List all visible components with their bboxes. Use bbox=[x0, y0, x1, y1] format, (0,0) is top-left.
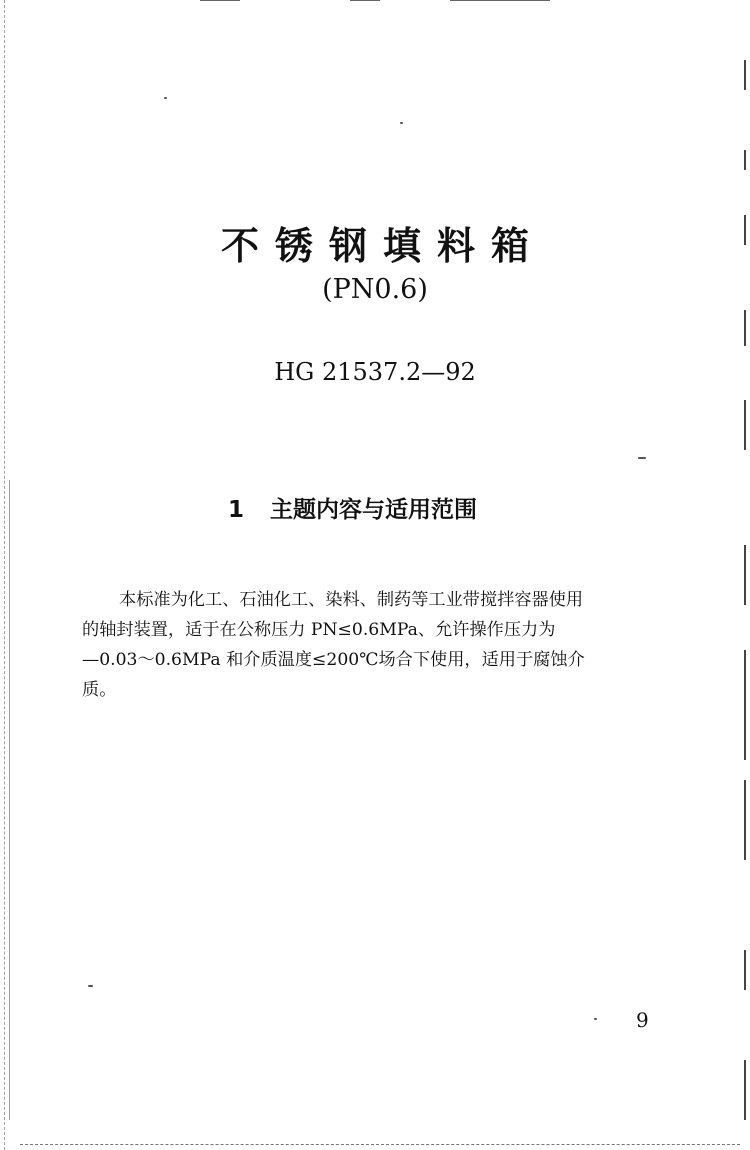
paragraph-line: 本标准为化工、石油化工、染料、制药等工业带搅拌容器使用 bbox=[119, 590, 584, 610]
scan-mark bbox=[744, 950, 746, 990]
scan-speck bbox=[594, 1018, 597, 1020]
section-paragraph bbox=[82, 585, 672, 705]
standard-code: HG 21537.2—92 bbox=[274, 358, 476, 386]
scan-mark bbox=[744, 1060, 746, 1120]
section-heading-text: 主题内容与适用范围 bbox=[270, 497, 477, 523]
document-subtitle: (PN0.6) bbox=[322, 274, 428, 305]
scan-edge-bottom bbox=[20, 1144, 740, 1146]
document-title: 不锈钢填料箱 bbox=[220, 224, 545, 268]
paragraph-line: 质。 bbox=[82, 680, 117, 700]
section-number: 1 bbox=[228, 497, 245, 523]
scan-speck bbox=[400, 122, 403, 124]
paragraph-line: —0.03～0.6MPa 和介质温度≤200℃场合下使用，适用于腐蚀介 bbox=[82, 650, 585, 670]
scan-mark bbox=[744, 650, 746, 760]
scan-mark bbox=[744, 310, 746, 346]
scan-mark bbox=[744, 400, 746, 450]
paragraph-line: 的轴封装置，适于在公称压力 PN≤0.6MPa、允许操作压力为 bbox=[82, 620, 556, 640]
scan-edge-line bbox=[9, 480, 10, 1120]
scan-mark bbox=[744, 545, 746, 605]
scan-speck bbox=[164, 97, 167, 99]
page-number: 9 bbox=[636, 1008, 649, 1032]
scan-mark bbox=[744, 60, 746, 90]
scan-speck bbox=[88, 985, 93, 987]
scan-mark bbox=[450, 0, 550, 1]
scan-mark bbox=[744, 780, 746, 860]
scan-mark bbox=[744, 150, 746, 170]
scan-mark bbox=[200, 0, 240, 1]
scan-mark bbox=[350, 0, 380, 1]
scan-speck bbox=[638, 457, 646, 459]
section-heading bbox=[228, 494, 477, 526]
